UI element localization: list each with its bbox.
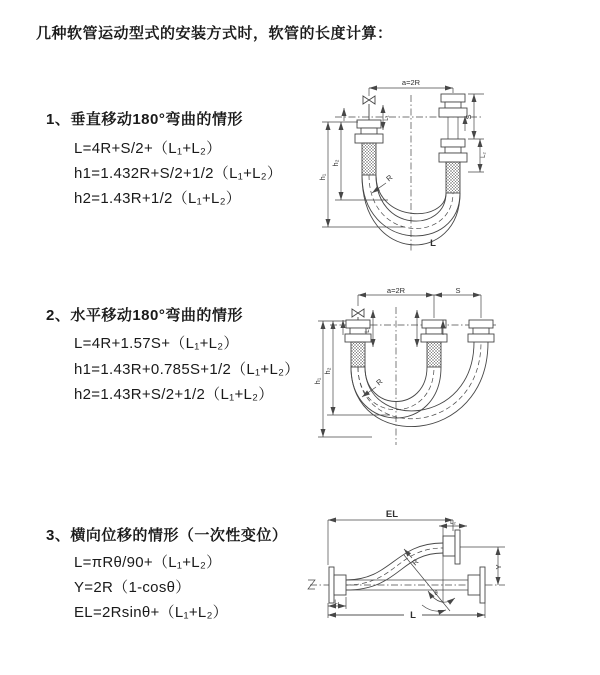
pipe-segment bbox=[448, 117, 458, 139]
section-mark-icon bbox=[363, 96, 375, 120]
label-h2: h₂ bbox=[323, 367, 332, 375]
right-fitting-moved bbox=[468, 320, 494, 342]
formula-s3-EL: EL=2Rsinθ+（L₁+L₂） bbox=[74, 604, 228, 621]
section-3-heading: 3、横向位移的情形（一次性变位） bbox=[46, 527, 288, 544]
label-y: Y bbox=[494, 564, 503, 570]
label-r: R bbox=[384, 172, 395, 184]
right-fitting-lower bbox=[439, 139, 467, 162]
label-l2: L₂ bbox=[450, 520, 456, 526]
label-s: S bbox=[464, 114, 473, 120]
label-el: EL bbox=[385, 509, 399, 520]
dim-a2r bbox=[358, 286, 481, 318]
centerline-symbol-icon bbox=[308, 580, 315, 589]
label-h1: h₁ bbox=[318, 173, 327, 181]
left-flange bbox=[329, 567, 346, 603]
formula-s3-Y: Y=2R（1-cosθ） bbox=[74, 579, 191, 596]
formula-s2-h1: h1=1.43R+0.785S+1/2（L₁+L₂） bbox=[74, 361, 300, 378]
dim-el bbox=[328, 509, 453, 565]
dim-l2 bbox=[480, 139, 487, 172]
label-length: L bbox=[430, 238, 436, 249]
radius-callout bbox=[372, 173, 395, 193]
braided-hose-left bbox=[362, 143, 376, 175]
dim-s bbox=[434, 286, 481, 295]
label-a2r: a=2R bbox=[401, 78, 421, 87]
label-l1: L₁ bbox=[334, 600, 340, 606]
diagram-horizontal-180-bend bbox=[310, 285, 590, 460]
label-r: R bbox=[410, 557, 421, 568]
label-s: S bbox=[455, 286, 461, 295]
label-theta: θ bbox=[434, 591, 438, 597]
braided-hose-middle bbox=[427, 342, 441, 367]
dim-l1 bbox=[383, 105, 390, 130]
section-mark-icon bbox=[352, 309, 364, 320]
label-l2: L₂ bbox=[481, 152, 487, 158]
label-h2: h₂ bbox=[331, 159, 340, 167]
page-title: 几种软管运动型式的安装方式时，软管的长度计算： bbox=[36, 25, 393, 42]
formula-s3-L: L=πRθ/90+（L₁+L₂） bbox=[74, 554, 222, 571]
section-2-heading: 2、水平移动180°弯曲的情形 bbox=[46, 307, 243, 324]
u-bend-curves bbox=[351, 342, 488, 427]
label-l1: L₁ bbox=[365, 327, 371, 333]
right-fitting-raised bbox=[439, 94, 467, 117]
formula-s2-L: L=4R+1.57S+（L₁+L₂） bbox=[74, 335, 239, 352]
label-l1: L₁ bbox=[384, 115, 390, 121]
dim-l bbox=[328, 603, 485, 621]
dim-a2r bbox=[369, 78, 453, 96]
label-l: L bbox=[410, 610, 416, 621]
label-a2r: a=2R bbox=[386, 286, 406, 295]
left-fitting bbox=[355, 120, 383, 143]
formula-s1-h2: h2=1.43R+1/2（L₁+L₂） bbox=[74, 190, 242, 207]
formula-s1-h1: h1=1.432R+S/2+1/2（L₁+L₂） bbox=[74, 165, 283, 182]
formula-s2-h2: h2=1.43R+S/2+1/2（L₁+L₂） bbox=[74, 386, 274, 403]
label-h1: h₁ bbox=[313, 377, 322, 385]
section-1-heading: 1、垂直移动180°弯曲的情形 bbox=[46, 111, 243, 128]
diagram-vertical-180-bend bbox=[310, 75, 590, 260]
label-r: R bbox=[374, 376, 385, 388]
formula-s1-L: L=4R+S/2+（L₁+L₂） bbox=[74, 140, 222, 157]
braided-hose-left bbox=[351, 342, 365, 367]
braided-hose-right bbox=[446, 162, 460, 193]
diagram-lateral-displacement bbox=[300, 505, 590, 650]
